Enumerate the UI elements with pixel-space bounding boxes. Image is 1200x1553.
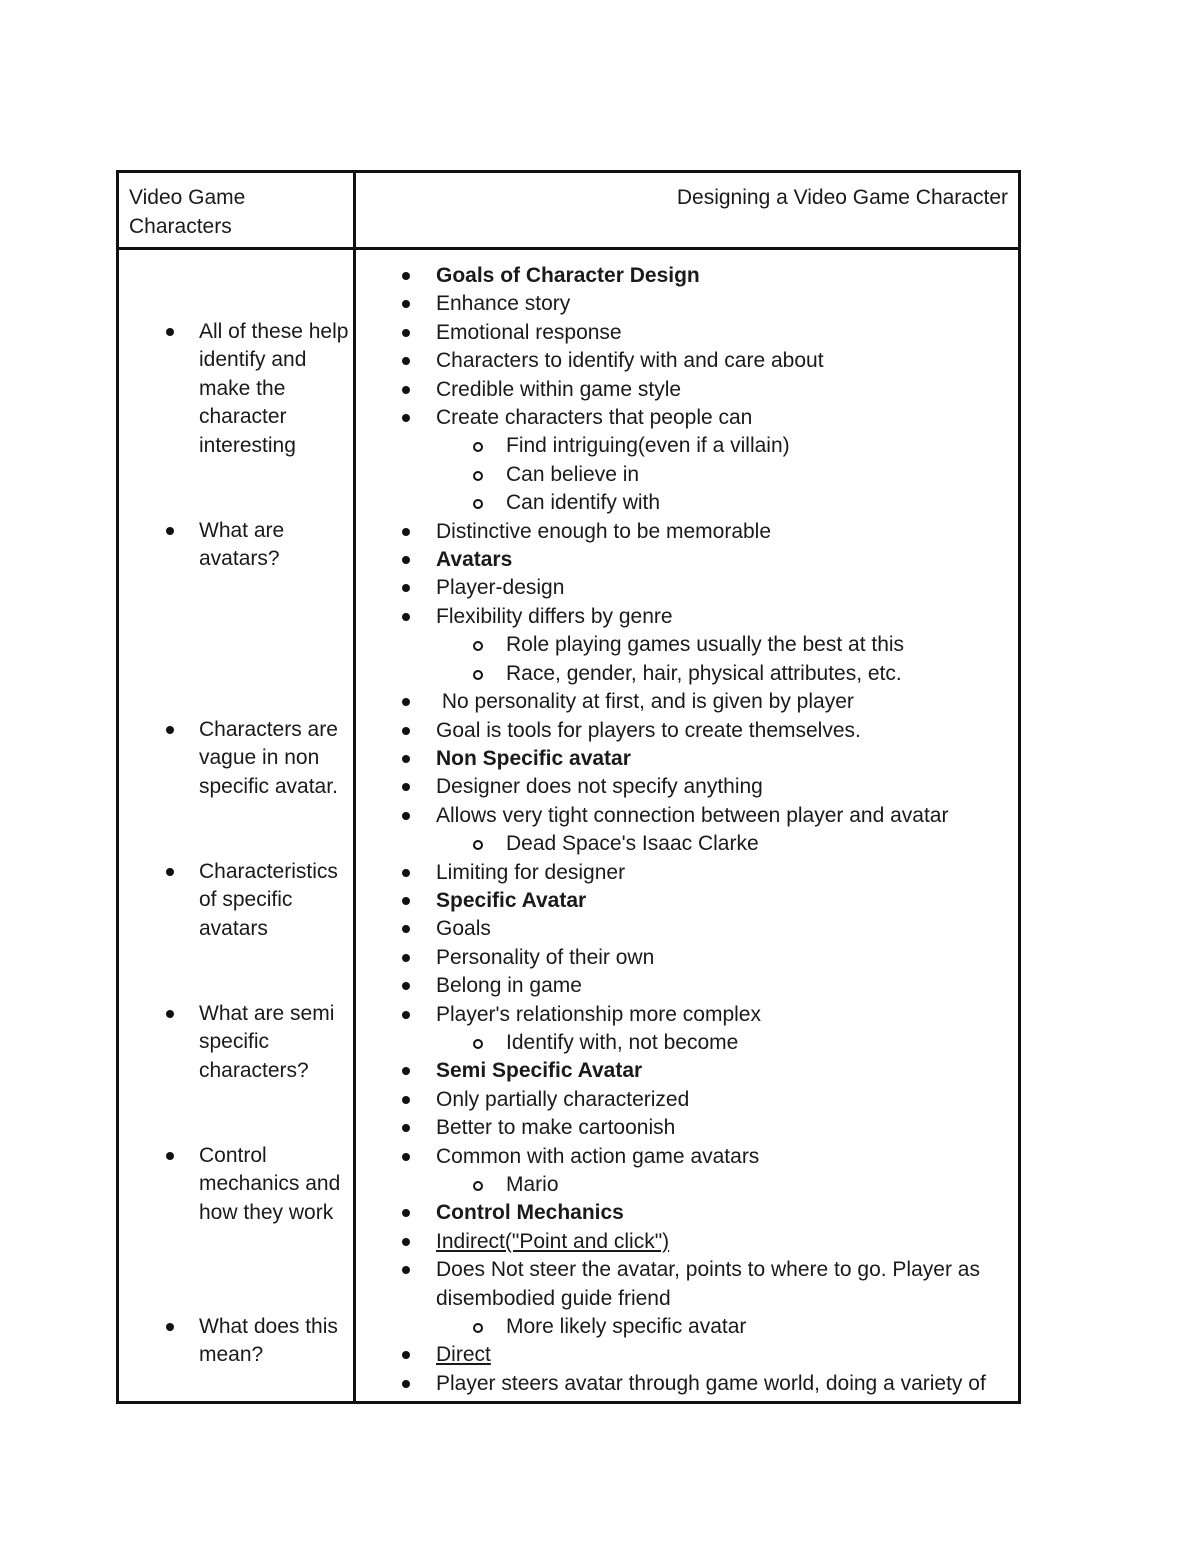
- list-item: Direct: [356, 1341, 1016, 1369]
- bullet-icon: [402, 1153, 410, 1161]
- hollow-bullet-icon: [473, 1039, 483, 1049]
- list-item: Enhance story: [356, 290, 1016, 318]
- list-item: Goals: [356, 915, 1016, 943]
- bullet-icon: [402, 584, 410, 592]
- notes-heading: Specific Avatar: [356, 887, 1016, 915]
- bullet-icon: [402, 869, 410, 877]
- list-item: Allows very tight connection between player and avatar: [356, 802, 1016, 830]
- list-item: Goal is tools for players to create themselves.: [356, 717, 1016, 745]
- cornell-notes-table: [116, 170, 1021, 1404]
- notes-heading: Goals of Character Design: [356, 262, 1016, 290]
- hollow-bullet-icon: [473, 471, 483, 481]
- list-item: Indirect("Point and click"): [356, 1228, 1016, 1256]
- list-item: Characters to identify with and care about: [356, 347, 1016, 375]
- bullet-icon: [402, 1124, 410, 1132]
- sub-list-item: Race, gender, hair, physical attributes, etc.: [356, 660, 1016, 688]
- question-item: Characters are vague in non specific avatar.: [199, 716, 359, 801]
- header-right-cell: [355, 172, 1020, 249]
- hollow-bullet-icon: [473, 499, 483, 509]
- notes-heading: Avatars: [356, 546, 1016, 574]
- notes-cell: [355, 249, 1020, 1403]
- list-item: Limiting for designer: [356, 859, 1016, 887]
- bullet-icon: [402, 300, 410, 308]
- sub-list-item: Can believe in: [356, 461, 1016, 489]
- bullet-icon: [402, 982, 410, 990]
- list-item: Distinctive enough to be memorable: [356, 518, 1016, 546]
- list-item: Does Not steer the avatar, points to where to go. Player as disembodied guide friend: [356, 1256, 1016, 1313]
- question-item: Control mechanics and how they work: [199, 1142, 359, 1227]
- hollow-bullet-icon: [473, 1323, 483, 1333]
- hollow-bullet-icon: [473, 442, 483, 452]
- topic-title: Video Game Characters: [129, 186, 246, 238]
- sub-list-item: Find intriguing(even if a villain): [356, 432, 1016, 460]
- list-item: Designer does not specify anything: [356, 773, 1016, 801]
- bullet-icon: [402, 812, 410, 820]
- bullet-icon: [402, 954, 410, 962]
- list-item: No personality at first, and is given by player: [356, 688, 1016, 716]
- sub-list-item: Dead Space's Isaac Clarke: [356, 830, 1016, 858]
- notes-heading: Control Mechanics: [356, 1199, 1016, 1227]
- list-item: Personality of their own: [356, 944, 1016, 972]
- list-item: Only partially characterized: [356, 1086, 1016, 1114]
- list-item: Flexibility differs by genre: [356, 603, 1016, 631]
- sub-list-item: More likely specific avatar: [356, 1313, 1016, 1341]
- bullet-icon: [402, 1067, 410, 1075]
- list-item: Better to make cartoonish: [356, 1114, 1016, 1142]
- hollow-bullet-icon: [473, 840, 483, 850]
- bullet-icon: [402, 1209, 410, 1217]
- bullet-icon: [402, 1380, 410, 1388]
- bullet-icon: [402, 698, 410, 706]
- question-item: Characteristics of specific avatars: [199, 858, 359, 943]
- bullet-icon: [402, 528, 410, 536]
- sub-list-item: Can identify with: [356, 489, 1016, 517]
- question-item: What are semi specific characters?: [199, 1000, 359, 1085]
- bullet-icon: [402, 613, 410, 621]
- bullet-icon: [402, 783, 410, 791]
- bullet-icon: [402, 1266, 410, 1274]
- bullet-icon: [402, 755, 410, 763]
- bullet-icon: [166, 1010, 174, 1018]
- question-item: All of these help identify and make the character interesting: [199, 318, 359, 460]
- bullet-icon: [402, 1238, 410, 1246]
- notes-title: Designing a Video Game Character: [676, 186, 1008, 209]
- sub-list-item: Identify with, not become: [356, 1029, 1016, 1057]
- bullet-icon: [402, 897, 410, 905]
- bullet-icon: [402, 556, 410, 564]
- sub-list-item: Mario: [356, 1171, 1016, 1199]
- bullet-icon: [166, 328, 174, 336]
- bullet-icon: [402, 357, 410, 365]
- bullet-icon: [166, 726, 174, 734]
- header-row: [118, 172, 1020, 249]
- hollow-bullet-icon: [473, 1181, 483, 1191]
- bullet-icon: [402, 272, 410, 280]
- notes-list: [356, 262, 1016, 1398]
- hollow-bullet-icon: [473, 641, 483, 651]
- bullet-icon: [402, 1011, 410, 1019]
- list-item: Player steers avatar through game world, doing a variety of: [356, 1370, 1016, 1398]
- list-item: Create characters that people can: [356, 404, 1016, 432]
- list-item: Player-design: [356, 574, 1016, 602]
- questions-cell: [118, 249, 355, 1403]
- hollow-bullet-icon: [473, 670, 483, 680]
- bullet-icon: [166, 527, 174, 535]
- bullet-icon: [402, 386, 410, 394]
- bullet-icon: [166, 1323, 174, 1331]
- bullet-icon: [402, 329, 410, 337]
- notes-heading: Semi Specific Avatar: [356, 1057, 1016, 1085]
- question-item: What are avatars?: [199, 517, 359, 574]
- bullet-icon: [402, 1351, 410, 1359]
- bullet-icon: [402, 727, 410, 735]
- bullet-icon: [166, 868, 174, 876]
- bullet-icon: [402, 1096, 410, 1104]
- bullet-icon: [402, 414, 410, 422]
- question-item: What does this mean?: [199, 1313, 359, 1370]
- notes-heading: Non Specific avatar: [356, 745, 1016, 773]
- bullet-icon: [402, 925, 410, 933]
- header-left-cell: [118, 172, 355, 249]
- list-item: Emotional response: [356, 319, 1016, 347]
- list-item: Common with action game avatars: [356, 1143, 1016, 1171]
- list-item: Credible within game style: [356, 376, 1016, 404]
- sub-list-item: Role playing games usually the best at this: [356, 631, 1016, 659]
- list-item: Player's relationship more complex: [356, 1001, 1016, 1029]
- list-item: Belong in game: [356, 972, 1016, 1000]
- body-row: [118, 249, 1020, 1403]
- bullet-icon: [166, 1152, 174, 1160]
